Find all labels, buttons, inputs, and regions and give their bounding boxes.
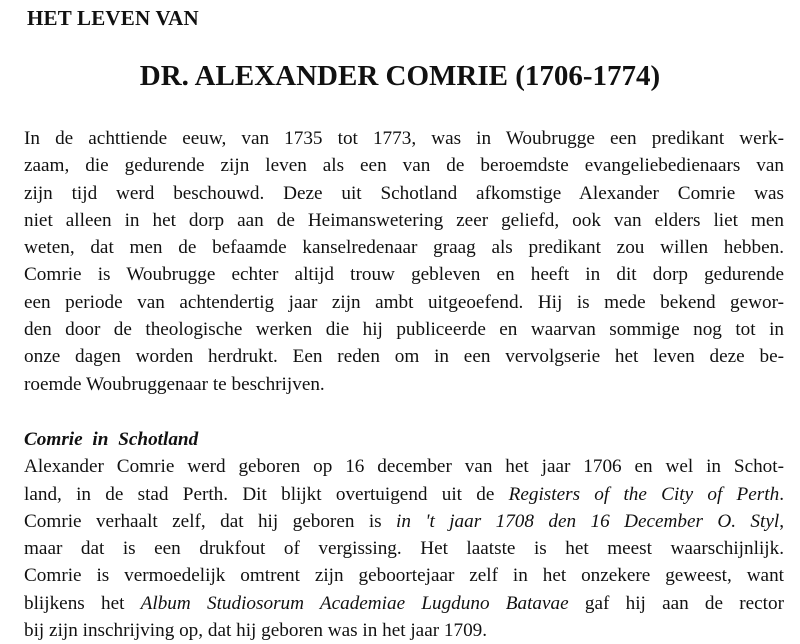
section-line bbox=[24, 481, 784, 508]
intro-line: weten, dat men de befaamde kanselredenaar graag als predikant zou willen hebben. bbox=[24, 237, 784, 259]
section-line bbox=[24, 590, 784, 617]
paragraph-spacer bbox=[24, 398, 784, 426]
article-body bbox=[24, 125, 784, 644]
section-line: maar dat is een drukfout of vergissing. Het laatste is het meest waarschijnlijk. bbox=[24, 538, 784, 560]
intro-line: In de achttiende eeuw, van 1735 tot 1773, was in Woubrugge een predikant werk- bbox=[24, 128, 784, 149]
text-run: land, in de stad Perth. Dit blijkt overtuigend uit de bbox=[24, 483, 509, 505]
intro-line: niet alleen in het dorp aan de Heimanswetering zeer geliefd, ook van elders liet men bbox=[24, 209, 784, 231]
source-title-registers: Registers of the City of Perth bbox=[508, 483, 780, 505]
series-title: HET LEVEN VAN bbox=[27, 6, 199, 30]
intro-line: onze dagen worden herdrukt. Een reden om in een vervolgserie het leven deze be- bbox=[24, 346, 784, 368]
text-run: gaf hij aan de rector bbox=[568, 592, 784, 614]
section-paragraph bbox=[24, 453, 784, 644]
intro-line: roemde Woubruggenaar te beschrijven. bbox=[24, 373, 325, 395]
intro-line: zijn tijd werd beschouwd. Deze uit Schotland afkomstige Alexander Comrie was bbox=[24, 182, 784, 204]
intro-line: zaam, die gedurende zijn leven als een van de beroemdste evangeliebedienaars van bbox=[24, 155, 784, 177]
section-line: Comrie is vermoedelijk omtrent zijn geboortejaar zelf in het onzekere geweest, want bbox=[24, 565, 784, 587]
text-run: . bbox=[779, 483, 784, 505]
page-title: DR. ALEXANDER COMRIE (1706-1774) bbox=[139, 60, 661, 92]
section-line: Alexander Comrie werd geboren op 16 december van het jaar 1706 en wel in Schot- bbox=[24, 456, 784, 478]
intro-line: den door de theologische werken die hij publiceerde en waarvan sommige nog tot in bbox=[24, 319, 784, 341]
text-run: Comrie verhaalt zelf, dat hij geboren is bbox=[24, 510, 397, 532]
source-title-album: Album Studiosorum Academiae Lugduno Batavae bbox=[140, 592, 569, 614]
section-heading: Comrie in Schotland bbox=[24, 428, 199, 450]
intro-line: Comrie is Woubrugge echter altijd trouw gebleven en heeft in dit dorp gedurende bbox=[24, 264, 784, 286]
intro-paragraph bbox=[24, 125, 784, 398]
section-line bbox=[24, 508, 784, 535]
text-run: blijkens het bbox=[24, 592, 141, 614]
text-run: , bbox=[779, 510, 784, 532]
intro-line: een periode van achtendertig jaar zijn ambt uitgeoefend. Hij is mede bekend gewor- bbox=[24, 291, 784, 313]
quoted-birthdate: in 't jaar 1708 den 16 December O. Styl bbox=[396, 510, 780, 532]
section-line: bij zijn inschrijving op, dat hij geboren was in het jaar 1709. bbox=[24, 620, 488, 642]
